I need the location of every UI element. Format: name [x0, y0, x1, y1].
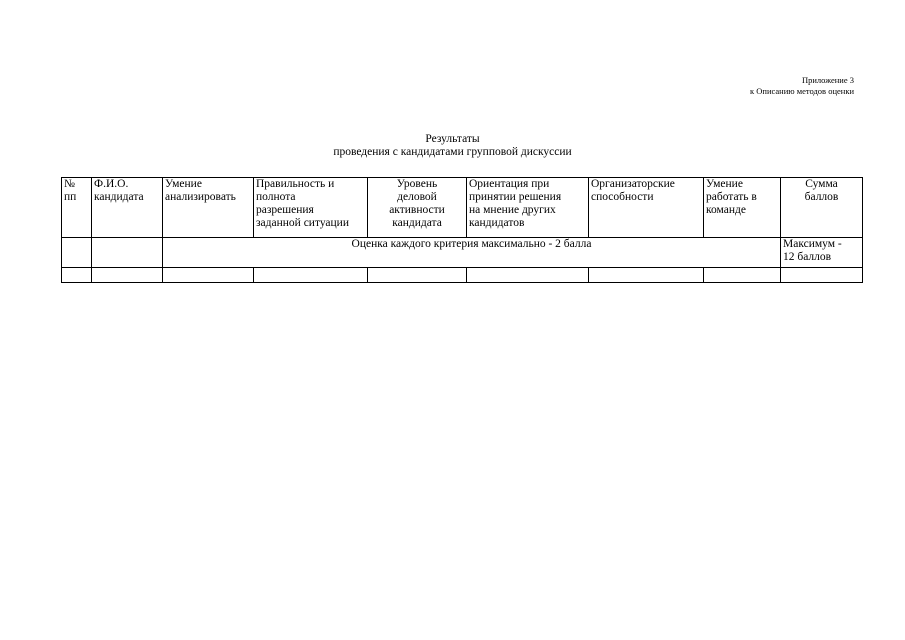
header-number [62, 178, 92, 238]
table-cell [368, 268, 467, 283]
table-cell [589, 268, 704, 283]
header-teamwork-line-1: Умение [706, 178, 743, 190]
header-organizational-skills-line-1: Организаторские [591, 178, 675, 190]
appendix-target: к Описанию методов оценки [750, 86, 854, 96]
total-max-note-line-1: Максимум - [783, 238, 842, 250]
results-table [61, 177, 863, 283]
header-analysis-skill [163, 178, 254, 238]
header-teamwork-line-3: команде [706, 204, 746, 216]
header-solution-correctness-line-1: Правильность и [256, 178, 335, 190]
header-candidate-name-line-1: Ф.И.О. [94, 178, 129, 190]
header-solution-correctness-line-4: заданной ситуации [256, 217, 349, 229]
table-cell [781, 268, 863, 283]
header-organizational-skills-line-2: способности [591, 191, 654, 203]
header-teamwork [704, 178, 781, 238]
header-business-activity-line-1: Уровень [396, 178, 438, 190]
appendix-reference [750, 75, 854, 97]
table-row [62, 268, 863, 283]
note-row-number-cell [62, 238, 92, 268]
header-others-orientation-line-4: кандидатов [469, 217, 525, 229]
criteria-max-note: Оценка каждого критерия максимально - 2 балла [163, 238, 781, 268]
header-total-score-line-2: баллов [804, 191, 839, 203]
header-business-activity-line-2: деловой [397, 191, 437, 203]
header-business-activity-line-3: активности [389, 204, 445, 216]
header-candidate-name [92, 178, 163, 238]
header-analysis-skill-line-1: Умение [165, 178, 202, 190]
header-total-score-line-1: Сумма [805, 178, 838, 190]
header-business-activity [368, 178, 467, 238]
table-cell [704, 268, 781, 283]
header-number-line-1: № [64, 178, 75, 190]
table-cell [163, 268, 254, 283]
header-teamwork-line-2: работать в [706, 191, 757, 203]
title-line-2: проведения с кандидатами групповой дискуссии [333, 146, 572, 158]
total-max-note-line-2: 12 баллов [783, 251, 832, 263]
header-solution-correctness-line-3: разрешения [256, 204, 314, 216]
table-note-row [62, 238, 863, 268]
header-total-score [781, 178, 863, 238]
appendix-number: Приложение 3 [802, 75, 854, 85]
total-max-note [781, 238, 863, 268]
header-analysis-skill-line-2: анализировать [165, 191, 236, 203]
header-others-orientation [467, 178, 589, 238]
header-solution-correctness [254, 178, 368, 238]
table-cell [92, 268, 163, 283]
table-cell [467, 268, 589, 283]
table-header-row [62, 178, 863, 238]
header-business-activity-line-4: кандидата [392, 217, 442, 229]
header-candidate-name-line-2: кандидата [94, 191, 144, 203]
note-row-name-cell [92, 238, 163, 268]
document-title [0, 133, 905, 159]
table-cell [254, 268, 368, 283]
header-number-line-2: пп [64, 191, 77, 203]
header-others-orientation-line-3: на мнение других [469, 204, 556, 216]
header-others-orientation-line-1: Ориентация при [469, 178, 550, 190]
header-solution-correctness-line-2: полнота [256, 191, 296, 203]
header-organizational-skills [589, 178, 704, 238]
table-cell [62, 268, 92, 283]
header-others-orientation-line-2: принятии решения [469, 191, 562, 203]
title-line-1: Результаты [425, 133, 480, 145]
